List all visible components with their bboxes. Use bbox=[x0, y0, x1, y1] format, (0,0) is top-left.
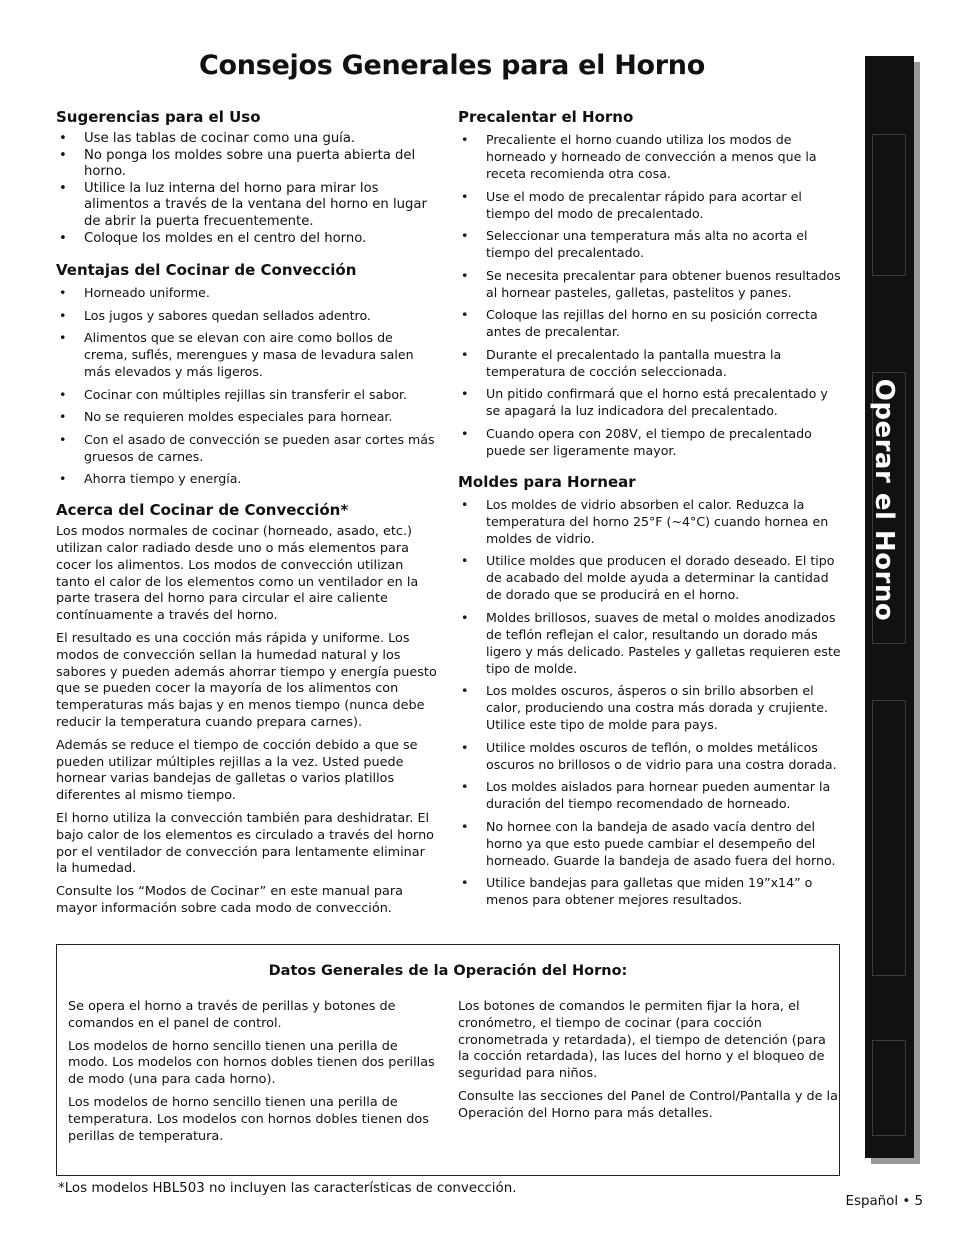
list-item: • Coloque los moldes en el centro del horno. bbox=[56, 231, 440, 248]
sugerencias-list bbox=[56, 131, 440, 247]
list-item: • Los moldes aislados para hornear pueden aumentar la duración del tiempo recomendado de horneado. bbox=[458, 778, 846, 812]
info-box bbox=[56, 944, 840, 1176]
list-item: • Ahorra tiempo y energía. bbox=[56, 470, 440, 487]
section-heading-ventajas: Ventajas del Cocinar de Convección bbox=[56, 261, 357, 280]
list-item: • No ponga los moldes sobre una puerta abierta del horno. bbox=[56, 148, 440, 181]
left-column bbox=[56, 108, 440, 924]
paragraph: Además se reduce el tiempo de cocción debido a que se pueden utilizar múltiples rejillas a la vez. Usted puede hornear varias bandejas de galletas o varios platillos diferentes al mismo tiempo. bbox=[56, 737, 418, 804]
list-item: • Con el asado de convección se pueden asar cortes más gruesos de carnes. bbox=[56, 431, 440, 465]
list-item: • Utilice la luz interna del horno para mirar los alimentos a través de la ventana del horno en lugar de abrir la puerta frecuentemente. bbox=[56, 181, 440, 231]
list-item: • Durante el precalentado la pantalla muestra la temperatura de cocción seleccionada. bbox=[458, 346, 846, 380]
list-item: • Alimentos que se elevan con aire como bollos de crema, suflés, merengues y masa de levadura salen más elevados y más ligeros. bbox=[56, 329, 440, 380]
paragraph: Los modos normales de cocinar (horneado, asado, etc.) utilizan calor radiado desde uno o más elementos para cocer los alimentos. Los modos de convección utilizan tanto el calor de los elementos como un ventilador en la parte trasera del horno para circular el aire caliente contínuamente a través del horno. bbox=[56, 524, 419, 624]
list-item: • Los jugos y sabores quedan sellados adentro. bbox=[56, 307, 440, 324]
paragraph: Consulte los “Modos de Cocinar” en este manual para mayor información sobre cada modo de convección. bbox=[56, 884, 403, 916]
paragraph: Los modelos de horno sencillo tienen una perilla de modo. Los modelos con hornos dobles tienen dos perillas de modo (una para cada horno). bbox=[68, 1038, 435, 1088]
sidebar-panel bbox=[872, 134, 906, 276]
paragraph: El horno utiliza la convección también para deshidratar. El bajo calor de los elementos es circulado a través del horno por el ventilador de convección para lentamente eliminar la humedad. bbox=[56, 810, 435, 877]
list-item: • Use las tablas de cocinar como una guía. bbox=[56, 131, 440, 148]
list-item: • Coloque las rejillas del horno en su posición correcta antes de precalentar. bbox=[458, 306, 846, 340]
list-item: • Los moldes de vidrio absorben el calor. Reduzca la temperatura del horno 25°F (~4°C) cuando hornea en moldes de vidrio. bbox=[458, 496, 846, 547]
list-item: • Utilice moldes oscuros de teflón, o moldes metálicos oscuros no brillosos o de vidrio para una costra dorada. bbox=[458, 739, 846, 773]
sidebar-panel bbox=[872, 700, 906, 976]
info-box-left-column bbox=[68, 999, 438, 1151]
sidebar-panel bbox=[872, 1040, 906, 1136]
footnote: *Los modelos HBL503 no incluyen las características de convección. bbox=[58, 1181, 517, 1196]
ventajas-list bbox=[56, 284, 440, 487]
list-item: • Moldes brillosos, suaves de metal o moldes anodizados de teflón reflejan el calor, resultando un dorado más ligero y más delicado. Pasteles y galletas requieren este tipo de molde. bbox=[458, 609, 846, 677]
section-heading-moldes: Moldes para Hornear bbox=[458, 472, 636, 491]
sidebar-label: Operar el Horno bbox=[869, 378, 899, 622]
paragraph: El resultado es una cocción más rápida y uniforme. Los modos de convección sellan la humedad natural y los sabores y pueden además ahorrar tiempo y energía puesto que se pueden cocer la mayoría de los alimentos con temperaturas más bajas y en menos tiempo (nunca debe reducir la temperatura cuando prepara carnes). bbox=[56, 630, 437, 730]
list-item: • Utilice moldes que producen el dorado deseado. El tipo de acabado del molde ayuda a determinar la cantidad de dorado que se producirá en el horno. bbox=[458, 552, 846, 603]
list-item: • Cocinar con múltiples rejillas sin transferir el sabor. bbox=[56, 386, 440, 403]
paragraph: Se opera el horno a través de perillas y botones de comandos en el panel de control. bbox=[68, 999, 396, 1031]
moldes-list bbox=[458, 496, 846, 909]
paragraph: Los modelos de horno sencillo tienen una perilla de temperatura. Los modelos con hornos dobles tienen dos perillas de temperatura. bbox=[68, 1094, 429, 1144]
page-number: Español • 5 bbox=[845, 1194, 923, 1209]
page-title: Consejos Generales para el Horno bbox=[199, 50, 705, 81]
info-box-right-column bbox=[458, 999, 841, 1129]
list-item: • Precaliente el horno cuando utiliza los modos de horneado y horneado de convección a menos que la receta recomienda otra cosa. bbox=[458, 131, 846, 182]
section-heading-precalentar: Precalentar el Horno bbox=[458, 108, 634, 126]
list-item: • Seleccionar una temperatura más alta no acorta el tiempo del precalentado. bbox=[458, 227, 846, 261]
list-item: • Horneado uniforme. bbox=[56, 284, 440, 301]
list-item: • Utilice bandejas para galletas que miden 19”x14” o menos para obtener mejores resultados. bbox=[458, 874, 846, 908]
right-column bbox=[458, 108, 846, 922]
list-item: • Los moldes oscuros, ásperos o sin brillo absorben el calor, produciendo una costra más dorada y crujiente. Utilice este tipo de molde para pays. bbox=[458, 682, 846, 733]
info-box-title: Datos Generales de la Operación del Horno: bbox=[268, 963, 628, 979]
section-heading-acerca: Acerca del Cocinar de Convección* bbox=[56, 501, 349, 520]
list-item: • No hornee con la bandeja de asado vacía dentro del horno ya que esto puede cambiar el desempeño del horneado. Guarde la bandeja de asado fuera del horno. bbox=[458, 818, 846, 869]
list-item: • Use el modo de precalentar rápido para acortar el tiempo del modo de precalentado. bbox=[458, 188, 846, 222]
paragraph: Consulte las secciones del Panel de Control/Pantalla y de la Operación del Horno para más detalles. bbox=[458, 1088, 838, 1121]
paragraph: Los botones de comandos le permiten fijar la hora, el cronómetro, el tiempo de cocinar (para cocción cronometrada y retardada), el tiempo de detención (para la cocción retardada), las luces del horno y el bloqueo de seguridad para niños. bbox=[458, 999, 826, 1082]
list-item: • Cuando opera con 208V, el tiempo de precalentado puede ser ligeramente mayor. bbox=[458, 425, 846, 459]
section-heading-sugerencias: Sugerencias para el Uso bbox=[56, 108, 261, 126]
list-item: • Un pitido confirmará que el horno está precalentado y se apagará la luz indicadora del precalentado. bbox=[458, 385, 846, 419]
list-item: • Se necesita precalentar para obtener buenos resultados al hornear pasteles, galletas, pastelitos y panes. bbox=[458, 267, 846, 301]
list-item: • No se requieren moldes especiales para hornear. bbox=[56, 408, 440, 425]
precalentar-list bbox=[458, 131, 846, 459]
